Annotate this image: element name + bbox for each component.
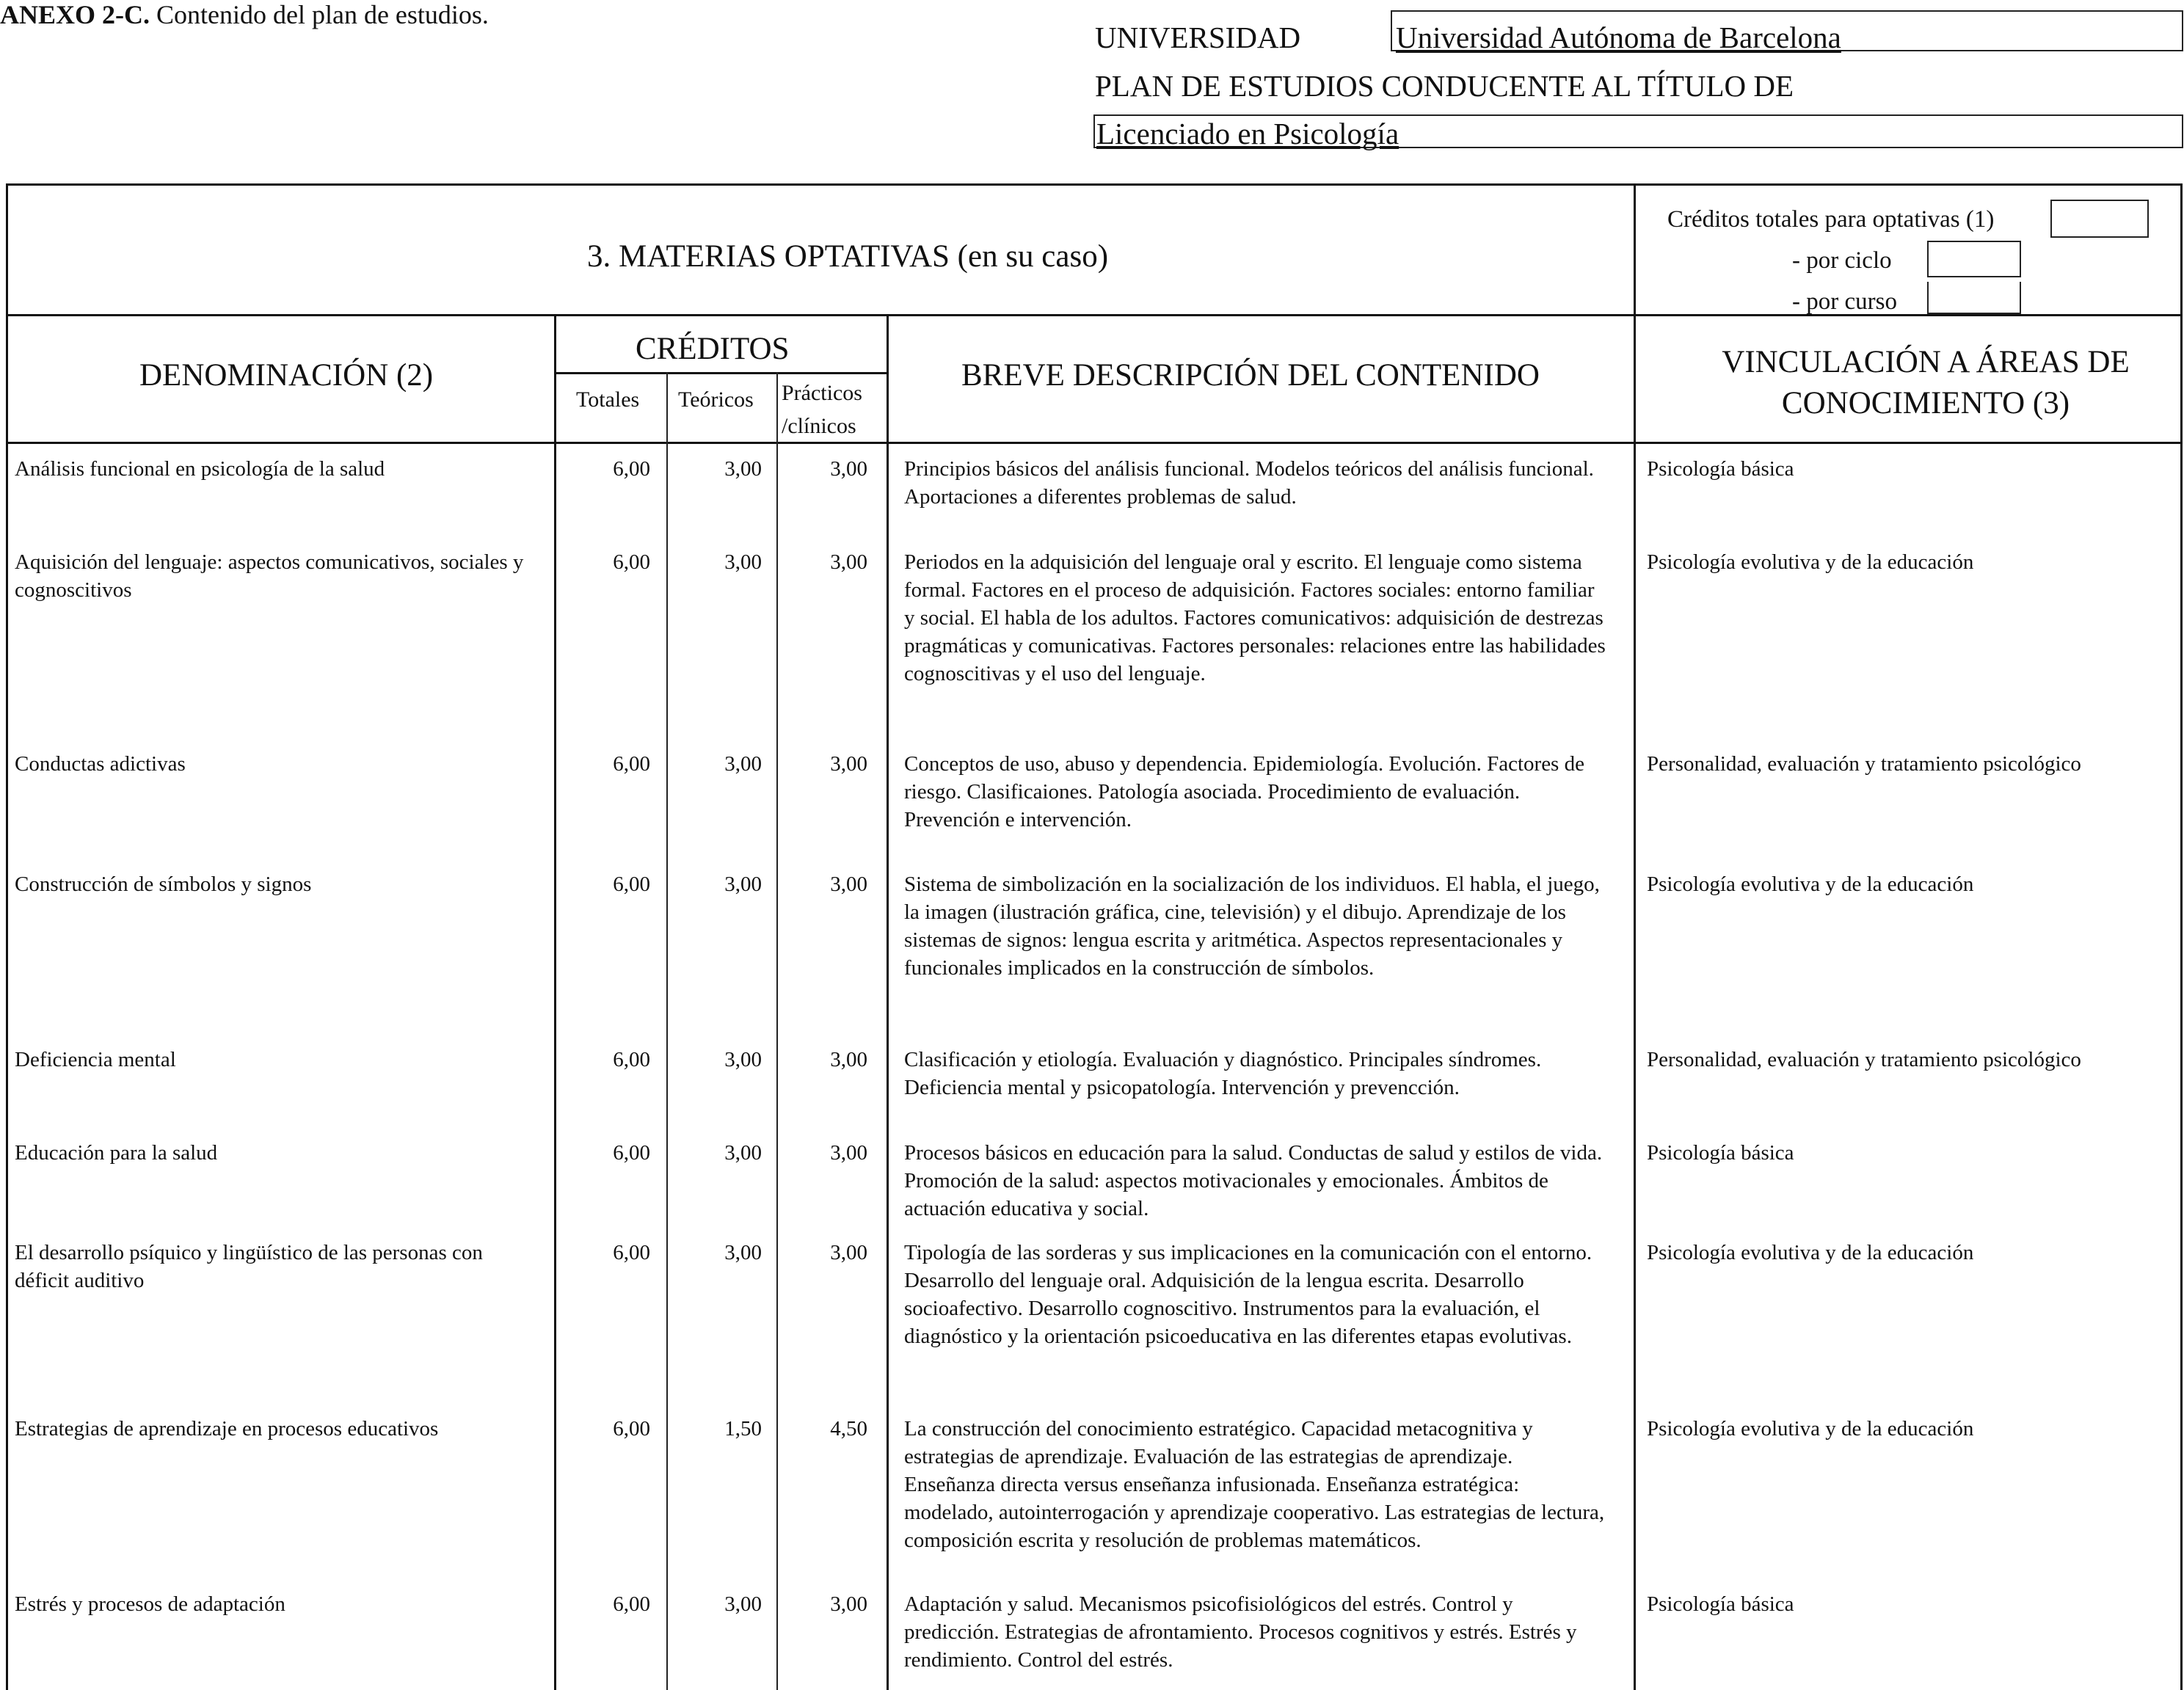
row-descripcion: Procesos básicos en educación para la salud. Conductas de salud y estilos de vida. Promoción de la salud: aspectos motivacionales y emocionales. Ámbitos de actuación educativa y social. — [904, 1141, 1603, 1220]
row-denominacion: El desarrollo psíquico y lingüístico de las personas con déficit auditivo — [15, 1241, 483, 1292]
row-teoricos: 1,50 — [724, 1417, 762, 1440]
table-col-divider-totales — [554, 314, 556, 1690]
row-totales: 6,00 — [613, 752, 650, 776]
column-header-teoricos: Teóricos — [678, 387, 754, 412]
university-value: Universidad Autónoma de Barcelona — [1396, 21, 1841, 54]
row-area: Psicología evolutiva y de la educación — [1647, 550, 1974, 574]
plan-label: PLAN DE ESTUDIOS CONDUCENTE AL TÍTULO DE — [1095, 69, 1794, 103]
table-col-divider-teoricos — [666, 372, 668, 1690]
row-descripcion: La construcción del conocimiento estratégico. Capacidad metacognitiva y estrategias de aprendizaje. Evaluación de las estrategias de aprendizaje. Enseñanza directa versus enseñanza infusionada. Enseñanza estratégica: modelado, autointerrogación y aprendizaje cooperativo. Las estrategias de lectura, composición escrita y resolución de problemas matemáticos. — [904, 1417, 1605, 1552]
row-totales: 6,00 — [613, 1141, 650, 1165]
row-totales: 6,00 — [613, 1048, 650, 1071]
row-area: Psicología evolutiva y de la educación — [1647, 1417, 1974, 1440]
row-descripcion: Sistema de simbolización en la socialización de los individuos. El habla, el juego, la imagen (ilustración gráfica, cine, televisión) y el dibujo. Aprendizaje de los sistemas de signos: lengua escrita y aritmética. Aspectos representacionales y funcionales implicados en la construcción de símbolos. — [904, 873, 1600, 980]
row-area: Psicología evolutiva y de la educación — [1647, 873, 1974, 896]
table-divider-credits — [554, 372, 887, 374]
row-descripcion: Clasificación y etiología. Evaluación y diagnóstico. Principales síndromes. Deficiencia mental y psicopatología. Intervención y prevencción. — [904, 1048, 1542, 1099]
row-teoricos: 3,00 — [724, 1592, 762, 1616]
row-area: Psicología evolutiva y de la educación — [1647, 1241, 1974, 1264]
row-denominacion: Deficiencia mental — [15, 1048, 176, 1071]
row-practicos: 3,00 — [830, 873, 867, 896]
row-descripcion: Tipología de las sorderas y sus implicaciones en la comunicación con el entorno. Desarrollo del lenguaje oral. Adquisición de la lengua escrita. Desarrollo socioafectivo. Desarrollo cognoscitivo. Instrumentos para la evaluación, el diagnóstico y la orientación psicoeducativa en las diferentes etapas evolutivas. — [904, 1241, 1592, 1348]
row-practicos: 3,00 — [830, 457, 867, 481]
row-descripcion: Principios básicos del análisis funcional. Modelos teóricos del análisis funcional. Aportaciones a diferentes problemas de salud. — [904, 457, 1594, 509]
column-header-vinculacion — [1632, 342, 2184, 424]
row-teoricos: 3,00 — [724, 1141, 762, 1165]
row-practicos: 3,00 — [830, 550, 867, 574]
total-credits-box — [2050, 200, 2149, 238]
section-title: 3. MATERIAS OPTATIVAS (en su caso) — [587, 239, 1109, 274]
university-label: UNIVERSIDAD — [1095, 21, 1301, 54]
row-descripcion: Adaptación y salud. Mecanismos psicofisiológicos del estrés. Control y predicción. Estrategias de afrontamiento. Procesos cognitivos y estrés. Estrés y rendimiento. Control del estrés. — [904, 1592, 1577, 1672]
row-denominacion: Conductas adictivas — [15, 752, 186, 776]
row-teoricos: 3,00 — [724, 550, 762, 574]
table-col-divider-practicos — [776, 372, 778, 1690]
row-totales: 6,00 — [613, 873, 650, 896]
row-area: Personalidad, evaluación y tratamiento psicológico — [1647, 752, 2081, 776]
row-totales: 6,00 — [613, 1417, 650, 1440]
column-header-practicos: Prácticos — [782, 381, 862, 405]
row-practicos: 3,00 — [830, 1241, 867, 1264]
column-header-totales: Totales — [576, 387, 640, 412]
row-descripcion: Conceptos de uso, abuso y dependencia. Epidemiología. Evolución. Factores de riesgo. Clasificaiones. Patología asociada. Procedimiento de evaluación. Prevención e intervención. — [904, 752, 1584, 831]
row-descripcion: Periodos en la adquisición del lenguaje oral y escrito. El lenguaje como sistema formal. Factores en el proceso de adquisición. Factores sociales: entorno familiar y social. El habla de los adultos. Factores comunicativos: adquisición de destrezas pragmáticas y comunicativas. Factores personales: relaciones entre las habilidades cognoscitivas y el uso del lenguaje. — [904, 550, 1606, 685]
row-area: Psicología básica — [1647, 1141, 1794, 1165]
row-practicos: 3,00 — [830, 1592, 867, 1616]
row-practicos: 3,00 — [830, 752, 867, 776]
row-denominacion: Construcción de símbolos y signos — [15, 873, 312, 896]
annex-subtitle: Contenido del plan de estudios. — [150, 0, 489, 29]
total-credits-label: Créditos totales para optativas (1) — [1667, 206, 1995, 233]
row-totales: 6,00 — [613, 550, 650, 574]
column-header-vinculacion-line2: CONOCIMIENTO (3) — [1781, 386, 2070, 420]
row-teoricos: 3,00 — [724, 752, 762, 776]
row-denominacion: Estrés y procesos de adaptación — [15, 1592, 285, 1616]
row-area: Psicología básica — [1647, 457, 1794, 481]
row-totales: 6,00 — [613, 1592, 650, 1616]
row-teoricos: 3,00 — [724, 873, 762, 896]
row-denominacion: Aquisición del lenguaje: aspectos comunicativos, sociales y cognoscitivos — [15, 550, 524, 602]
row-denominacion: Análisis funcional en psicología de la salud — [15, 457, 385, 481]
column-header-denominacion: DENOMINACIÓN (2) — [139, 358, 434, 393]
column-header-descripcion: BREVE DESCRIPCIÓN DEL CONTENIDO — [961, 358, 1540, 393]
per-cycle-label: - por ciclo — [1792, 247, 1892, 274]
per-course-box — [1927, 282, 2021, 314]
row-denominacion: Educación para la salud — [15, 1141, 218, 1165]
column-header-creditos: CRÉDITOS — [636, 332, 790, 366]
row-teoricos: 3,00 — [724, 1241, 762, 1264]
table-divider-header — [6, 442, 2183, 444]
row-practicos: 3,00 — [830, 1141, 867, 1165]
annex-label: ANEXO 2-C. — [0, 0, 150, 29]
table-col-divider-desc — [887, 314, 889, 1690]
per-cycle-box — [1927, 241, 2021, 277]
column-header-clinicos: /clínicos — [782, 414, 856, 438]
annex-heading — [0, 0, 489, 29]
per-course-label: - por curso — [1792, 288, 1897, 315]
row-practicos: 4,50 — [830, 1417, 867, 1440]
row-teoricos: 3,00 — [724, 457, 762, 481]
row-teoricos: 3,00 — [724, 1048, 762, 1071]
row-area: Personalidad, evaluación y tratamiento psicológico — [1647, 1048, 2081, 1071]
column-header-vinculacion-line1: VINCULACIÓN A ÁREAS DE — [1722, 345, 2130, 379]
row-totales: 6,00 — [613, 1241, 650, 1264]
row-practicos: 3,00 — [830, 1048, 867, 1071]
degree-value: Licenciado en Psicología — [1096, 117, 1399, 150]
row-area: Psicología básica — [1647, 1592, 1794, 1616]
row-denominacion: Estrategias de aprendizaje en procesos educativos — [15, 1417, 439, 1440]
row-totales: 6,00 — [613, 457, 650, 481]
